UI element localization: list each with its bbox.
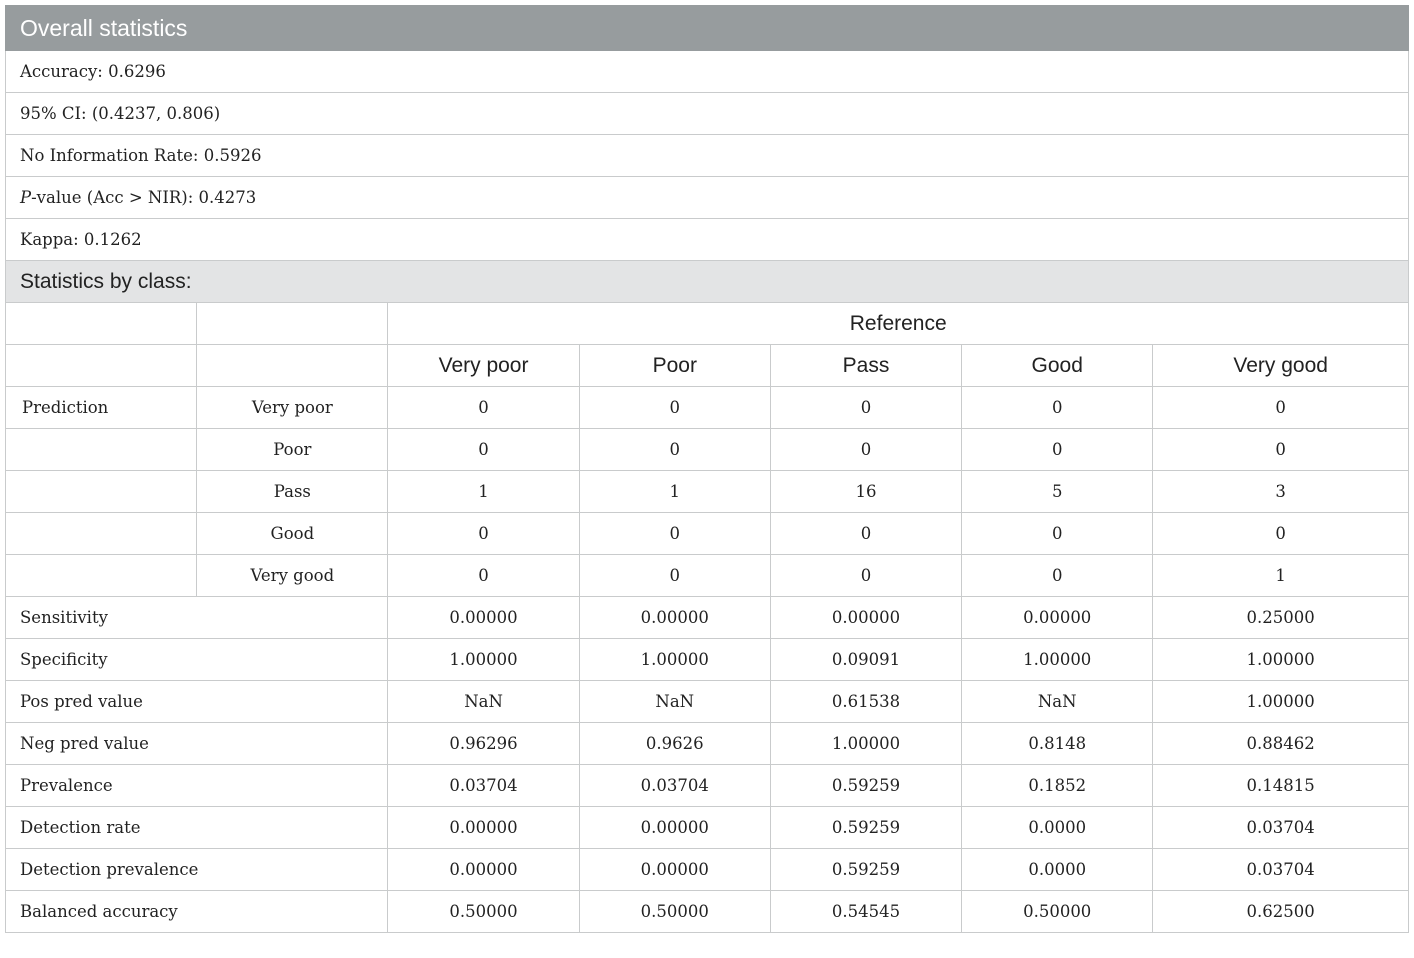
matrix-cell: 0	[1153, 387, 1409, 429]
stat-value: 0.0000	[962, 807, 1153, 849]
stat-row	[6, 849, 1409, 891]
stat-value: 0.03704	[1153, 807, 1409, 849]
stat-row	[6, 597, 1409, 639]
matrix-cell: 5	[962, 471, 1153, 513]
stat-value: 1.00000	[1153, 639, 1409, 681]
stat-label: Pos pred value	[6, 681, 388, 723]
stat-value: 0.96296	[388, 723, 579, 765]
stat-value: NaN	[579, 681, 770, 723]
stat-value: 1.00000	[770, 723, 961, 765]
stat-value: 0.00000	[388, 597, 579, 639]
matrix-cell: 0	[962, 555, 1153, 597]
stat-value: 0.54545	[770, 891, 961, 933]
pvalue-text	[6, 177, 1409, 219]
matrix-cell: 0	[579, 429, 770, 471]
stat-row	[6, 723, 1409, 765]
stat-value: 0.00000	[579, 597, 770, 639]
nir-row	[6, 135, 1409, 177]
stat-value: 1.00000	[579, 639, 770, 681]
stat-value: 0.59259	[770, 807, 961, 849]
empty-cell	[6, 513, 197, 555]
stat-value: 0.00000	[962, 597, 1153, 639]
matrix-cell: 1	[388, 471, 579, 513]
pvalue-row	[6, 177, 1409, 219]
stat-label: Sensitivity	[6, 597, 388, 639]
prediction-class-label: Very good	[197, 555, 388, 597]
reference-class-header: Very poor	[388, 345, 579, 387]
empty-cell	[6, 429, 197, 471]
prediction-class-label: Poor	[197, 429, 388, 471]
matrix-row	[6, 387, 1409, 429]
matrix-cell: 0	[388, 387, 579, 429]
stat-value: NaN	[962, 681, 1153, 723]
empty-cell	[6, 303, 197, 345]
empty-cell	[6, 345, 197, 387]
stat-value: 1.00000	[1153, 681, 1409, 723]
reference-label: Reference	[388, 303, 1409, 345]
stat-value: 0.59259	[770, 849, 961, 891]
pvalue-italic-p: P	[20, 188, 32, 207]
statistics-table-wrapper	[5, 5, 1409, 933]
matrix-cell: 0	[962, 513, 1153, 555]
empty-cell	[6, 471, 197, 513]
ci-text: 95% CI: (0.4237, 0.806)	[6, 93, 1409, 135]
stat-row	[6, 891, 1409, 933]
stat-value: 0.09091	[770, 639, 961, 681]
stat-value: 0.00000	[579, 807, 770, 849]
by-class-header-row	[6, 261, 1409, 303]
stat-label: Specificity	[6, 639, 388, 681]
matrix-cell: 0	[770, 555, 961, 597]
stat-value: 0.00000	[388, 849, 579, 891]
matrix-cell: 0	[388, 555, 579, 597]
stat-value: 0.88462	[1153, 723, 1409, 765]
matrix-cell: 0	[962, 429, 1153, 471]
reference-class-header: Pass	[770, 345, 961, 387]
prediction-label: Prediction	[6, 387, 197, 429]
stat-value: 0.14815	[1153, 765, 1409, 807]
stat-value: 0.03704	[1153, 849, 1409, 891]
prediction-class-label: Good	[197, 513, 388, 555]
matrix-cell: 0	[1153, 429, 1409, 471]
matrix-cell: 16	[770, 471, 961, 513]
stat-row	[6, 639, 1409, 681]
nir-text: No Information Rate: 0.5926	[6, 135, 1409, 177]
statistics-by-class-title: Statistics by class:	[6, 261, 1409, 303]
matrix-row	[6, 471, 1409, 513]
stat-value: 0.50000	[962, 891, 1153, 933]
stat-row	[6, 681, 1409, 723]
matrix-row	[6, 429, 1409, 471]
matrix-cell: 0	[388, 513, 579, 555]
empty-cell	[197, 345, 388, 387]
stat-value: 0.00000	[388, 807, 579, 849]
overall-header-row	[6, 6, 1409, 51]
reference-class-header: Very good	[1153, 345, 1409, 387]
statistics-table-body	[6, 6, 1409, 933]
matrix-cell: 3	[1153, 471, 1409, 513]
empty-cell	[6, 555, 197, 597]
stat-value: 0.25000	[1153, 597, 1409, 639]
stat-value: 0.03704	[388, 765, 579, 807]
matrix-cell: 0	[579, 387, 770, 429]
matrix-cell: 0	[962, 387, 1153, 429]
matrix-cell: 0	[770, 513, 961, 555]
stat-value: 1.00000	[962, 639, 1153, 681]
stat-label: Balanced accuracy	[6, 891, 388, 933]
reference-row	[6, 303, 1409, 345]
reference-class-header: Good	[962, 345, 1153, 387]
stat-value: 0.61538	[770, 681, 961, 723]
stat-value: 0.50000	[579, 891, 770, 933]
stat-value: 0.00000	[579, 849, 770, 891]
reference-class-header: Poor	[579, 345, 770, 387]
stat-value: 0.62500	[1153, 891, 1409, 933]
overall-statistics-title: Overall statistics	[6, 6, 1409, 51]
matrix-row	[6, 555, 1409, 597]
accuracy-row	[6, 51, 1409, 93]
stat-value: 0.03704	[579, 765, 770, 807]
stat-value: 0.0000	[962, 849, 1153, 891]
kappa-row	[6, 219, 1409, 261]
matrix-cell: 0	[1153, 513, 1409, 555]
matrix-row	[6, 513, 1409, 555]
matrix-cell: 0	[579, 555, 770, 597]
ci-row	[6, 93, 1409, 135]
accuracy-text: Accuracy: 0.6296	[6, 51, 1409, 93]
pvalue-rest: -value (Acc > NIR): 0.4273	[31, 188, 257, 207]
stat-value: 1.00000	[388, 639, 579, 681]
stat-value: 0.9626	[579, 723, 770, 765]
matrix-cell: 1	[579, 471, 770, 513]
stat-value: 0.00000	[770, 597, 961, 639]
prediction-class-label: Very poor	[197, 387, 388, 429]
matrix-cell: 0	[579, 513, 770, 555]
empty-cell	[197, 303, 388, 345]
kappa-text: Kappa: 0.1262	[6, 219, 1409, 261]
stat-label: Neg pred value	[6, 723, 388, 765]
stat-value: NaN	[388, 681, 579, 723]
stat-row	[6, 765, 1409, 807]
matrix-cell: 0	[770, 387, 961, 429]
stat-value: 0.59259	[770, 765, 961, 807]
class-header-row	[6, 345, 1409, 387]
stat-label: Detection prevalence	[6, 849, 388, 891]
stat-value: 0.50000	[388, 891, 579, 933]
statistics-table	[5, 5, 1409, 933]
stat-label: Detection rate	[6, 807, 388, 849]
stat-value: 0.8148	[962, 723, 1153, 765]
matrix-cell: 0	[770, 429, 961, 471]
stat-label: Prevalence	[6, 765, 388, 807]
matrix-cell: 0	[388, 429, 579, 471]
matrix-cell: 1	[1153, 555, 1409, 597]
stat-value: 0.1852	[962, 765, 1153, 807]
prediction-class-label: Pass	[197, 471, 388, 513]
stat-row	[6, 807, 1409, 849]
